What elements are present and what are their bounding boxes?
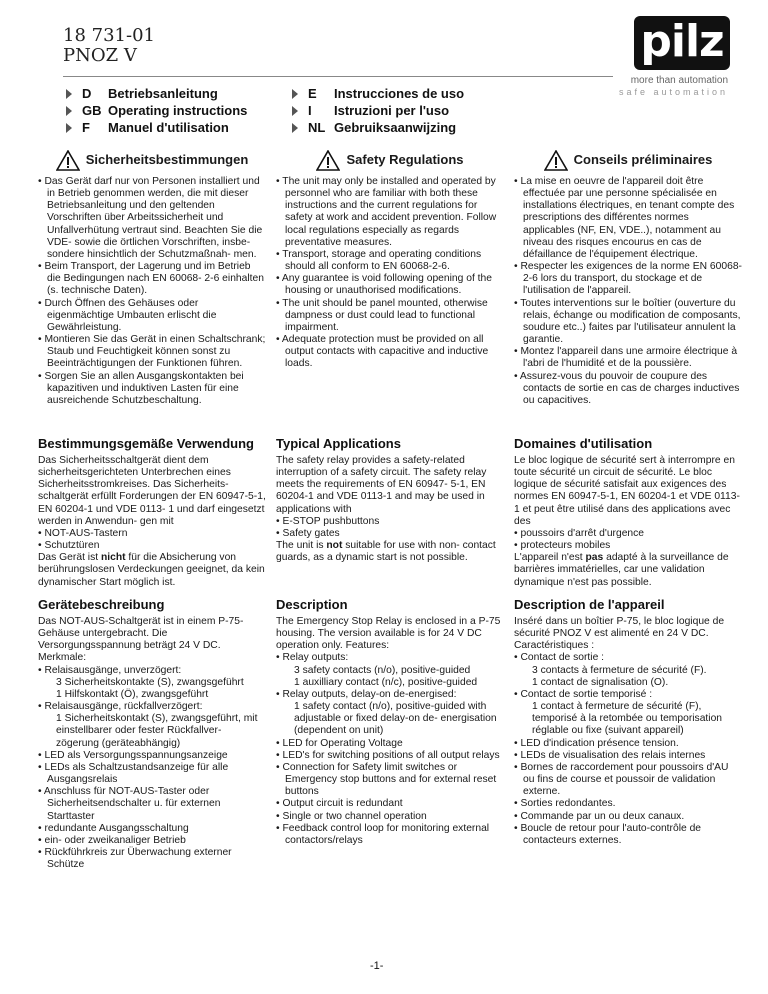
- section-title: Gerätebeschreibung: [38, 597, 165, 612]
- list-item: • La mise en oeuvre de l'appareil doit être effectuée par une personne spécialisée en installations électriques, en tenant compte des prescriptions des différentes normes applicables (NF, EN, VDE..), notamment au niveau des risques encourus en cas de défaillance de l'équipement électrique.: [514, 176, 735, 260]
- paragraph: Inséré dans un boîtier P-75, le bloc logique de sécurité PNOZ V est alimenté en 24 V DC. Caractéristiques :: [514, 616, 725, 652]
- list-item: • Anschluss für NOT-AUS-Taster oder Sicherheitsendschalter u. für externen Starttaster: [38, 786, 221, 822]
- sub-item: 1 Hilfskontakt (Ö), zwangsgeführt: [56, 688, 209, 700]
- list-item: • Connection for Safety limit switches or Emergency stop buttons and for external reset buttons: [276, 761, 497, 798]
- list-item: • Boucle de retour pour l'auto-contrôle de contacteurs externes.: [514, 822, 702, 846]
- list-item: • Schutztüren: [38, 540, 100, 552]
- safety-section-fr: [514, 150, 742, 407]
- list-item: • Das Gerät darf nur von Personen installiert und in Betrieb genommen werden, die mit dieser Betriebsanleitung und den geltenden Vorschriften über Arbeitssicherheit und Unfallverhütung vertraut sind. Beachten Sie die VDE- sowie die örtlichen Vorschriften, insbe- sondere hinsichtlich der Schutzmaßnah- men.: [38, 176, 263, 260]
- product-name: PNOZ V: [63, 45, 137, 66]
- triangle-icon: [292, 123, 298, 133]
- paragraph: The Emergency Stop Relay is enclosed in a P-75 housing. The version available is for 24 V DC operation only. Features:: [276, 616, 501, 652]
- list-item: • Transport, storage and operating conditions should all conform to EN 60068-2-6.: [276, 248, 482, 273]
- logo-text: pilz: [640, 16, 724, 67]
- warning-icon: [56, 150, 80, 171]
- triangle-icon: [66, 123, 72, 133]
- list-item: • poussoirs d'arrêt d'urgence: [514, 527, 645, 539]
- sub-item: 3 contacts à fermeture de sécurité (F).: [532, 664, 707, 676]
- list-item: • Rückführkreis zur Überwachung externer Schütze: [38, 846, 232, 871]
- applications-section-de: [38, 436, 266, 589]
- document-number-block: [63, 26, 155, 66]
- list-item: • Montez l'appareil dans une armoire électrique à l'abri de l'humidité et de la poussière.: [514, 346, 738, 370]
- language-item-de[interactable]: D Betriebsanleitung: [66, 85, 247, 102]
- list-item: • LEDs de visualisation des relais internes: [514, 749, 706, 761]
- list-item: • Contact de sortie temporisé :: [514, 688, 653, 700]
- list-item: • Commande par un ou deux canaux.: [514, 810, 685, 822]
- list-item: • The unit may only be installed and operated by personnel who are familiar with both these instructions and the current regulations for safety at work and accident prevention. Follow local regulations especially as regards preventative measures.: [276, 176, 497, 248]
- list-item: • Assurez-vous du pouvoir de coupure des contacts de sortie en cas de charges inductives ou capacitives.: [514, 370, 740, 406]
- triangle-icon: [66, 106, 72, 116]
- list-item: • Sorties redondantes.: [514, 798, 616, 810]
- paragraph: L'appareil n'est pas adapté à la surveillance de barrières immatérielles, car une validation dynamique n'est pas possible.: [514, 552, 729, 588]
- list-item: • Any guarantee is void following opening of the housing or unauthorised modifications.: [276, 273, 492, 297]
- section-title: Typical Applications: [276, 436, 401, 451]
- list-item: • Beim Transport, der Lagerung und im Betrieb die Bedingungen nach EN 60068- 2-6 einhalten (s. technische Daten).: [38, 261, 264, 297]
- language-item-es[interactable]: E Instrucciones de uso: [292, 85, 464, 102]
- triangle-icon: [292, 106, 298, 116]
- list-item: • LED for Operating Voltage: [276, 737, 403, 749]
- section-title: Bestimmungsgemäße Verwendung: [38, 436, 254, 451]
- paragraph: Das Sicherheitsschaltgerät dient dem sicherheitsgerichteten Unterbrechen eines Sicherheitsstromkreises. Das Sicherheits- schaltgerät erfüllt Forderungen der EN 60947-5-1, EN 60204-1 und VDE 0113- 1 und darf eingesetzt werden in Anwendun- gen mit: [38, 455, 266, 527]
- safety-section-de: [38, 150, 266, 407]
- list-item: • Relaisausgänge, rückfallverzögert:: [38, 701, 203, 713]
- description-section-en: [276, 597, 504, 847]
- safety-section-en: [276, 150, 504, 371]
- list-item: • LED d'indication présence tension.: [514, 737, 679, 749]
- list-item: • Sorgen Sie an allen Ausgangskontakten bei kapazitiven und induktiven Lasten für eine ausreichende Schutzbeschaltung.: [38, 370, 244, 406]
- paragraph: Das NOT-AUS-Schaltgerät ist in einem P-75-Gehäuse untergebracht. Die Versorgungsspannung beträgt 24 V DC. Merkmale:: [38, 616, 244, 664]
- list-item: • ein- oder zweikanaliger Betrieb: [38, 834, 186, 846]
- section-title: Domaines d'utilisation: [514, 436, 653, 451]
- page-number: -1-: [370, 960, 384, 972]
- sub-item: 1 contact de signalisation (O).: [532, 676, 669, 688]
- paragraph: The safety relay provides a safety-related interruption of a safety circuit. The safety relay meets the requirements of EN 60947- 5-1, EN 60204-1 and VDE 0113-1 and may be used in applications with: [276, 455, 487, 515]
- sub-item: 1 contact à fermeture de sécurité (F), temporisé à la retombée ou temporisation réglable ou fixe (suivant appareil): [532, 701, 723, 737]
- list-item: • Montieren Sie das Gerät in einen Schaltschrank; Staub und Feuchtigkeit können sonst zu Beeinträchtigungen der Funktionen führen.: [38, 334, 266, 370]
- language-item-nl[interactable]: NL Gebruiksaanwijzing: [292, 119, 464, 136]
- list-item: • Contact de sortie :: [514, 652, 605, 664]
- list-item: • Toutes interventions sur le boîtier (ouverture du relais, échange ou modification de composants, soudure etc..) faites par l'utilisateur annulent la garantie.: [514, 297, 741, 346]
- list-item: • Feedback control loop for monitoring external contactors/relays: [276, 822, 490, 846]
- sub-item: 3 Sicherheitskontakte (S), zwangsgeführt: [56, 676, 244, 688]
- list-item: • redundante Ausgangsschaltung: [38, 822, 189, 834]
- header-divider: [63, 76, 613, 77]
- sub-item: 1 Sicherheitskontakt (S), zwangsgeführt, mit einstellbarer oder fester Rückfallver- zögerung (geräteabhängig): [56, 713, 258, 749]
- pilz-logo: [634, 16, 730, 70]
- tagline-secondary: safe automation: [618, 87, 728, 97]
- list-item: • LEDs als Schaltzustandsanzeige für alle Ausgangsrelais: [38, 761, 229, 786]
- description-section-de: [38, 597, 266, 871]
- list-item: • Single or two channel operation: [276, 810, 427, 822]
- language-item-fr[interactable]: F Manuel d'utilisation: [66, 119, 247, 136]
- language-list-right: [292, 85, 464, 136]
- document-number: 18 731-01: [63, 25, 155, 46]
- sub-item: 1 safety contact (n/o), positive-guided with adjustable or fixed delay-on de- energisation (dependent on unit): [294, 701, 497, 737]
- section-title: Description de l'appareil: [514, 597, 665, 612]
- description-section-fr: [514, 597, 742, 847]
- warning-icon: [316, 150, 340, 171]
- list-item: • Respecter les exigences de la norme EN 60068-2-6 lors du transport, du stockage et de l'utilisation de l'appareil.: [514, 261, 742, 297]
- list-item: • protecteurs mobiles: [514, 540, 611, 552]
- paragraph: Das Gerät ist nicht für die Absicherung von berührungslosen Verdeckungen geeignet, da kein dynamischer Start möglich ist.: [38, 552, 265, 588]
- list-item: • E-STOP pushbuttons: [276, 515, 380, 527]
- warning-icon: [544, 150, 568, 171]
- applications-section-en: [276, 436, 504, 564]
- section-title: Sicherheitsbestimmungen: [38, 150, 266, 171]
- sub-item: 1 auxilliary contact (n/c), positive-guided: [294, 676, 478, 688]
- section-title: Safety Regulations: [276, 150, 504, 171]
- section-title: Description: [276, 597, 348, 612]
- sub-item: 3 safety contacts (n/o), positive-guided: [294, 664, 471, 676]
- list-item: • Durch Öffnen des Gehäuses oder eigenmächtige Umbauten erlischt die Gewährleistung.: [38, 297, 217, 333]
- list-item: • NOT-AUS-Tastern: [38, 527, 128, 539]
- triangle-icon: [66, 89, 72, 99]
- list-item: • LED's for switching positions of all output relays: [276, 749, 500, 761]
- list-item: • Adequate protection must be provided on all output contacts with capacitive and inductive loads.: [276, 334, 489, 370]
- language-item-it[interactable]: I Istruzioni per l'uso: [292, 102, 464, 119]
- list-item: • Relaisausgänge, unverzögert:: [38, 664, 182, 676]
- language-list-left: [66, 85, 247, 136]
- paragraph: The unit is not suitable for use with non- contact guards, as a dynamic start is not possible.: [276, 540, 496, 564]
- list-item: • Relay outputs, delay-on de-energised:: [276, 688, 457, 700]
- tagline-primary: more than automation: [630, 75, 728, 86]
- section-title: Conseils préliminaires: [514, 150, 742, 171]
- list-item: • LED als Versorgungsspannungsanzeige: [38, 749, 228, 761]
- paragraph: Le bloc logique de sécurité sert à interrompre en toute sécurité un circuit de sécurité. Le bloc logique de sécurité satisfait aux exigences des normes EN 60947-5-1, EN 60204-1 et VDE 0113-1 et peut être utilisé dans des applications avec des: [514, 455, 740, 527]
- triangle-icon: [292, 89, 298, 99]
- list-item: • Safety gates: [276, 527, 340, 539]
- list-item: • Output circuit is redundant: [276, 798, 403, 810]
- list-item: • Relay outputs:: [276, 652, 349, 664]
- applications-section-fr: [514, 436, 742, 589]
- list-item: • The unit should be panel mounted, otherwise dampness or dust could lead to functional impairment.: [276, 297, 488, 333]
- language-item-gb[interactable]: GB Operating instructions: [66, 102, 247, 119]
- list-item: • Bornes de raccordement pour poussoirs d'AU ou fins de course et poussoir de validation externe.: [514, 761, 729, 798]
